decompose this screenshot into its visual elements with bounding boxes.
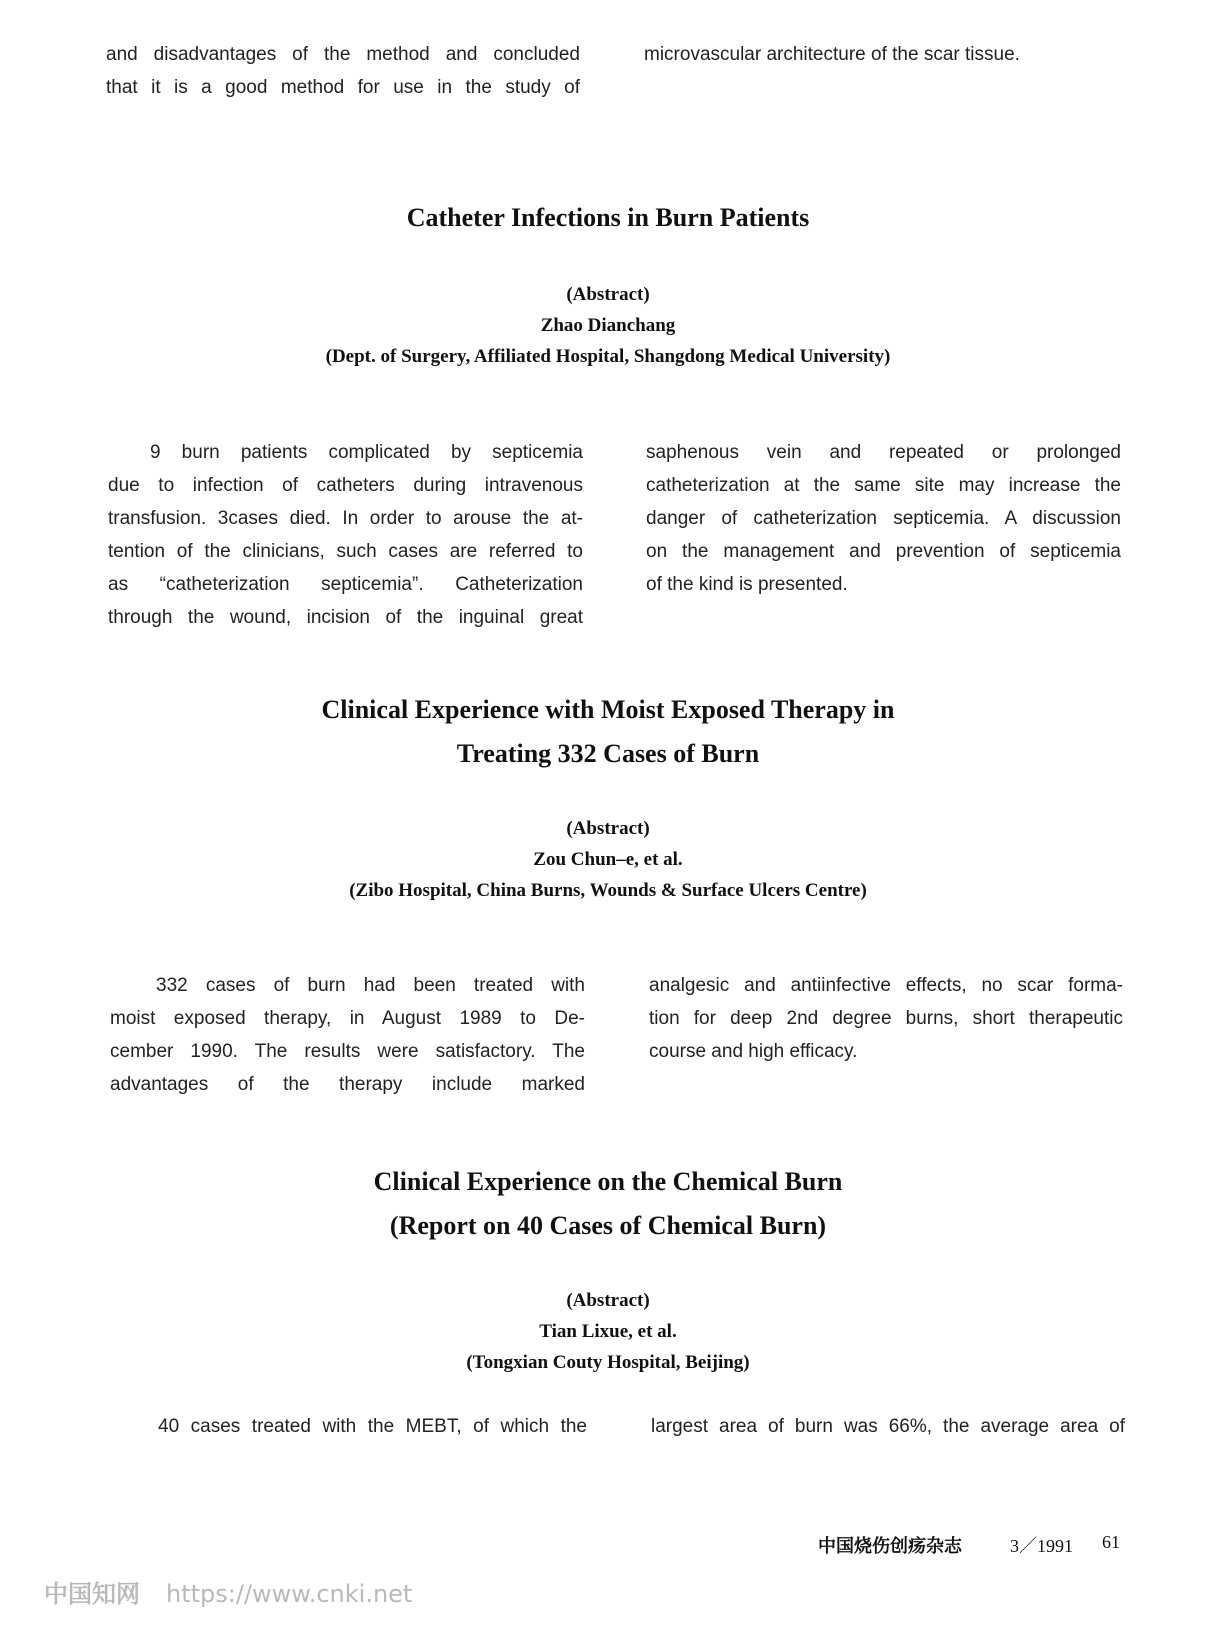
article2-right-column (649, 969, 1123, 1068)
text-line: moist exposed therapy, in August 1989 to De- (110, 1008, 585, 1029)
text-line: as “catheterization septicemia”. Catheterization (108, 574, 583, 595)
footer-journal: 中国烧伤创疡杂志 (818, 1536, 962, 1556)
article2-title (0, 688, 1216, 776)
text-line: microvascular architecture of the scar tissue. (644, 44, 1020, 65)
footer-page-number: 61 (1102, 1532, 1120, 1552)
text-line: advantages of the therapy include marked (110, 1074, 585, 1095)
article3-left-column (112, 1410, 587, 1443)
article1-left-column (108, 436, 583, 634)
top-right-column (644, 38, 1114, 71)
article1-affiliation: (Dept. of Surgery, Affiliated Hospital, Shangdong Medical University) (325, 346, 891, 367)
title-line: (Report on 40 Cases of Chemical Burn) (389, 1211, 827, 1240)
article3-label: (Abstract) (566, 1290, 650, 1311)
text-line: 332 cases of burn had been treated with (156, 975, 585, 996)
article2-left-column (110, 969, 585, 1101)
article3-title (0, 1160, 1216, 1248)
article1-title (0, 196, 1216, 240)
text-line: saphenous vein and repeated or prolonged (646, 442, 1121, 463)
text-line: through the wound, incision of the inguinal great (108, 607, 583, 628)
title-line: Clinical Experience on the Chemical Burn (373, 1167, 843, 1196)
article1-label: (Abstract) (566, 284, 650, 305)
cnki-watermark (44, 1574, 412, 1609)
text-line: danger of catheterization septicemia. A discussion (646, 508, 1121, 529)
text-line: transfusion. 3cases died. In order to arouse the at- (108, 508, 583, 529)
text-line: and disadvantages of the method and concluded (106, 44, 580, 65)
title-line: Treating 332 Cases of Burn (456, 739, 760, 768)
article2-author: Zou Chun–e, et al. (533, 849, 683, 870)
text-line: analgesic and antiinfective effects, no scar forma- (649, 975, 1123, 996)
article1-right-column (646, 436, 1121, 601)
title-line: Catheter Infections in Burn Patients (406, 203, 810, 232)
text-line: of the kind is presented. (646, 574, 848, 595)
text-line: tention of the clinicians, such cases are referred to (108, 541, 583, 562)
article1-author: Zhao Dianchang (540, 315, 676, 336)
article2-affiliation: (Zibo Hospital, China Burns, Wounds & Surface Ulcers Centre) (349, 880, 867, 901)
text-line: course and high efficacy. (649, 1041, 858, 1062)
text-line: tion for deep 2nd degree burns, short therapeutic (649, 1008, 1123, 1029)
footer-issue: 3／1991 (1010, 1536, 1073, 1556)
cnki-url: https://www.cnki.net (166, 1580, 413, 1608)
article3-author: Tian Lixue, et al. (539, 1321, 677, 1342)
text-line: due to infection of catheters during intravenous (108, 475, 583, 496)
article2-label: (Abstract) (566, 818, 650, 839)
text-line: 40 cases treated with the MEBT, of which the (158, 1416, 587, 1437)
title-line: Clinical Experience with Moist Exposed Therapy in (321, 695, 895, 724)
text-line: that it is a good method for use in the study of (106, 77, 580, 98)
article3-affiliation: (Tongxian Couty Hospital, Beijing) (466, 1352, 750, 1373)
text-line: catheterization at the same site may increase the (646, 475, 1121, 496)
text-line: cember 1990. The results were satisfactory. The (110, 1041, 585, 1062)
top-left-column (106, 38, 580, 104)
text-line: 9 burn patients complicated by septicemia (150, 442, 583, 463)
article3-right-column (651, 1410, 1125, 1443)
text-line: largest area of burn was 66%, the average area of (651, 1416, 1125, 1437)
cnki-logo: 中国知网 (44, 1580, 140, 1608)
text-line: on the management and prevention of septicemia (646, 541, 1121, 562)
